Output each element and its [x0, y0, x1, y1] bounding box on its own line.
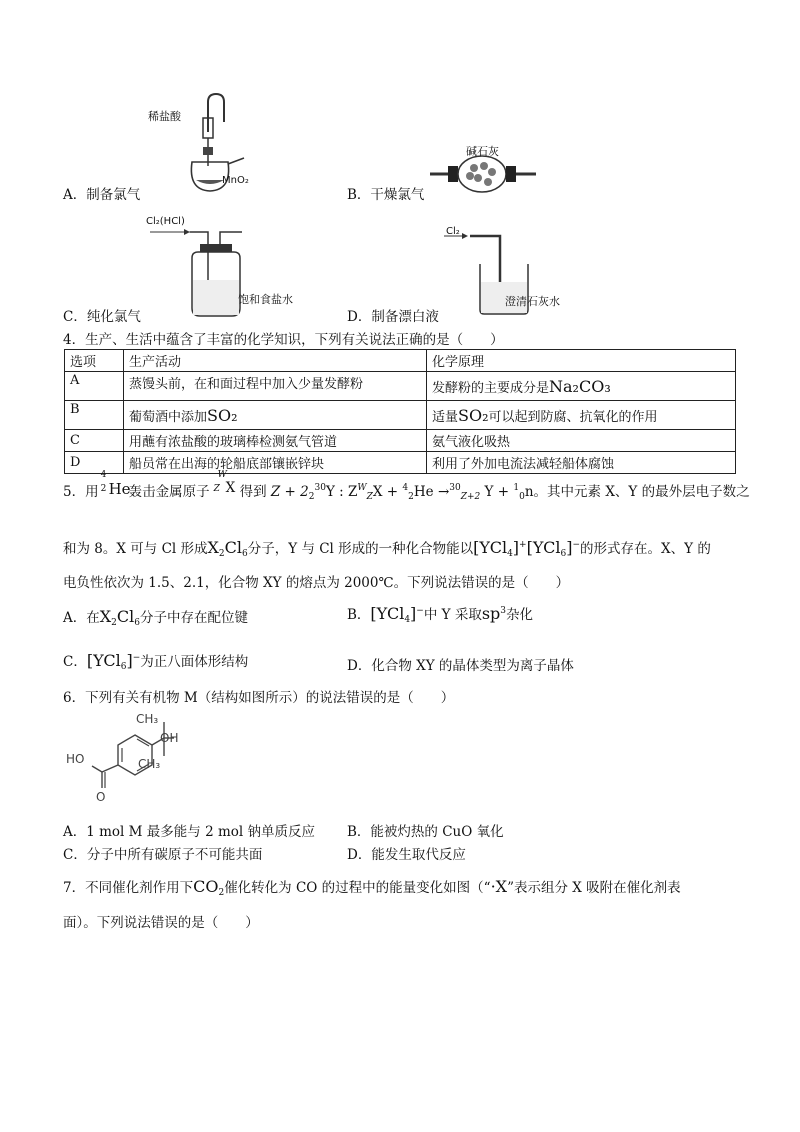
row-d-option: D: [65, 452, 124, 474]
q4-table: [64, 349, 736, 474]
option-3d: D．制备漂白液: [347, 309, 439, 325]
table-header-row: [65, 350, 736, 372]
q5-line1: 5．用 4 2 He 轰击金属原子 W Z X 得到 $Z + 2_2^{30}Y$ : $Z^W_ZX + ^4_2He \to^{30}_{Z+2}$ Y + $^1_0$n。其中元素 X、Y 的最外层电子数之: [63, 470, 750, 502]
label-carbonyl-o: O: [96, 790, 106, 804]
table-row: [65, 430, 736, 452]
label-saturated-brine: 饱和食盐水: [238, 293, 293, 306]
q7-line2: 面）。下列说法错误的是（ ）: [63, 915, 259, 931]
q6-option-a: A．1 mol M 最多能与 2 mol 钠单质反应: [63, 824, 315, 840]
header-principle: 化学原理: [427, 350, 736, 372]
row-b-option: B: [65, 401, 124, 430]
q4-stem: 4．生产、生活中蕴含了丰富的化学知识，下列有关说法正确的是（ ）: [63, 332, 504, 348]
label-ch3-bottom: CH₃: [138, 757, 161, 771]
label-ho: HO: [66, 752, 85, 766]
row-a-activity: 蒸馒头前，在和面过程中加入少量发酵粉: [124, 372, 427, 401]
label-cl2-d: Cl₂: [446, 226, 460, 237]
q6-option-b: B．能被灼热的 CuO 氧化: [347, 824, 504, 840]
q6-option-c: C．分子中所有碳原子不可能共面: [63, 847, 263, 863]
option-3c: C．纯化氯气: [63, 309, 141, 325]
table-row: [65, 452, 736, 474]
header-option: 选项: [65, 350, 124, 372]
label-ch3-top: CH₃: [136, 712, 159, 726]
table-row: [65, 401, 736, 430]
formula-so2: SO₂: [458, 405, 489, 425]
q6-stem: 6．下列有关有机物 M（结构如图所示）的说法错误的是（ ）: [63, 690, 455, 706]
row-c-principle: 氨气液化吸热: [427, 430, 736, 452]
header-activity: 生产活动: [124, 350, 427, 372]
row-b-activity: 葡萄酒中添加SO₂: [124, 401, 427, 430]
apparatus-a-figure: [140, 92, 290, 192]
q7-line1: 7．不同催化剂作用下$CO_2$催化转化为 CO 的过程中的能量变化如图（“·X”表示组分 X 吸附在催化剂表: [63, 877, 681, 898]
label-dilute-hcl: 稀盐酸: [148, 110, 181, 123]
label-cl2-hcl: Cl₂(HCl): [146, 216, 185, 227]
label-mno2: MnO₂: [222, 175, 249, 186]
label-soda-lime: 碱石灰: [466, 145, 499, 158]
q5-option-c: C．[YCl$_6$]−为正八面体形结构: [63, 651, 249, 672]
option-3b: B．干燥氯气: [347, 187, 425, 203]
row-d-principle: 利用了外加电流法减轻船体腐蚀: [427, 452, 736, 474]
row-c-activity: 用蘸有浓盐酸的玻璃棒检测氨气管道: [124, 430, 427, 452]
option-3a: A．制备氯气: [63, 187, 141, 203]
q5-option-b: B．[YCl$_4$]−中 Y 采取$sp^3$杂化: [347, 604, 534, 625]
label-oh: OH: [160, 731, 179, 745]
q5-line2: 和为 8。X 可与 Cl 形成$X_2Cl_6$分子，Y 与 Cl 形成的一种化合物能以[YCl$_4$]+[YCl$_6$]−的形式存在。X、Y 的: [63, 538, 711, 559]
row-c-option: C: [65, 430, 124, 452]
row-a-principle: 发酵粉的主要成分是Na₂CO₃: [427, 372, 736, 401]
formula-na2co3: Na₂CO₃: [549, 376, 611, 396]
q5-option-d: D．化合物 XY 的晶体类型为离子晶体: [347, 658, 574, 674]
label-limewater: 澄清石灰水: [505, 295, 560, 308]
row-d-activity: 船员常在出海的轮船底部镶嵌锌块: [124, 452, 427, 474]
table-row: [65, 372, 736, 401]
q6-option-d: D．能发生取代反应: [347, 847, 466, 863]
formula-so2: SO₂: [207, 405, 238, 425]
q5-line3: 电负性依次为 1.5、2.1，化合物 XY 的熔点为 2000℃。下列说法错误的是（ ）: [63, 575, 570, 591]
row-b-principle: 适量SO₂可以起到防腐、抗氧化的作用: [427, 401, 736, 430]
row-a-option: A: [65, 372, 124, 401]
q5-option-a: A．在$X_2Cl_6$分子中存在配位键: [63, 607, 248, 628]
